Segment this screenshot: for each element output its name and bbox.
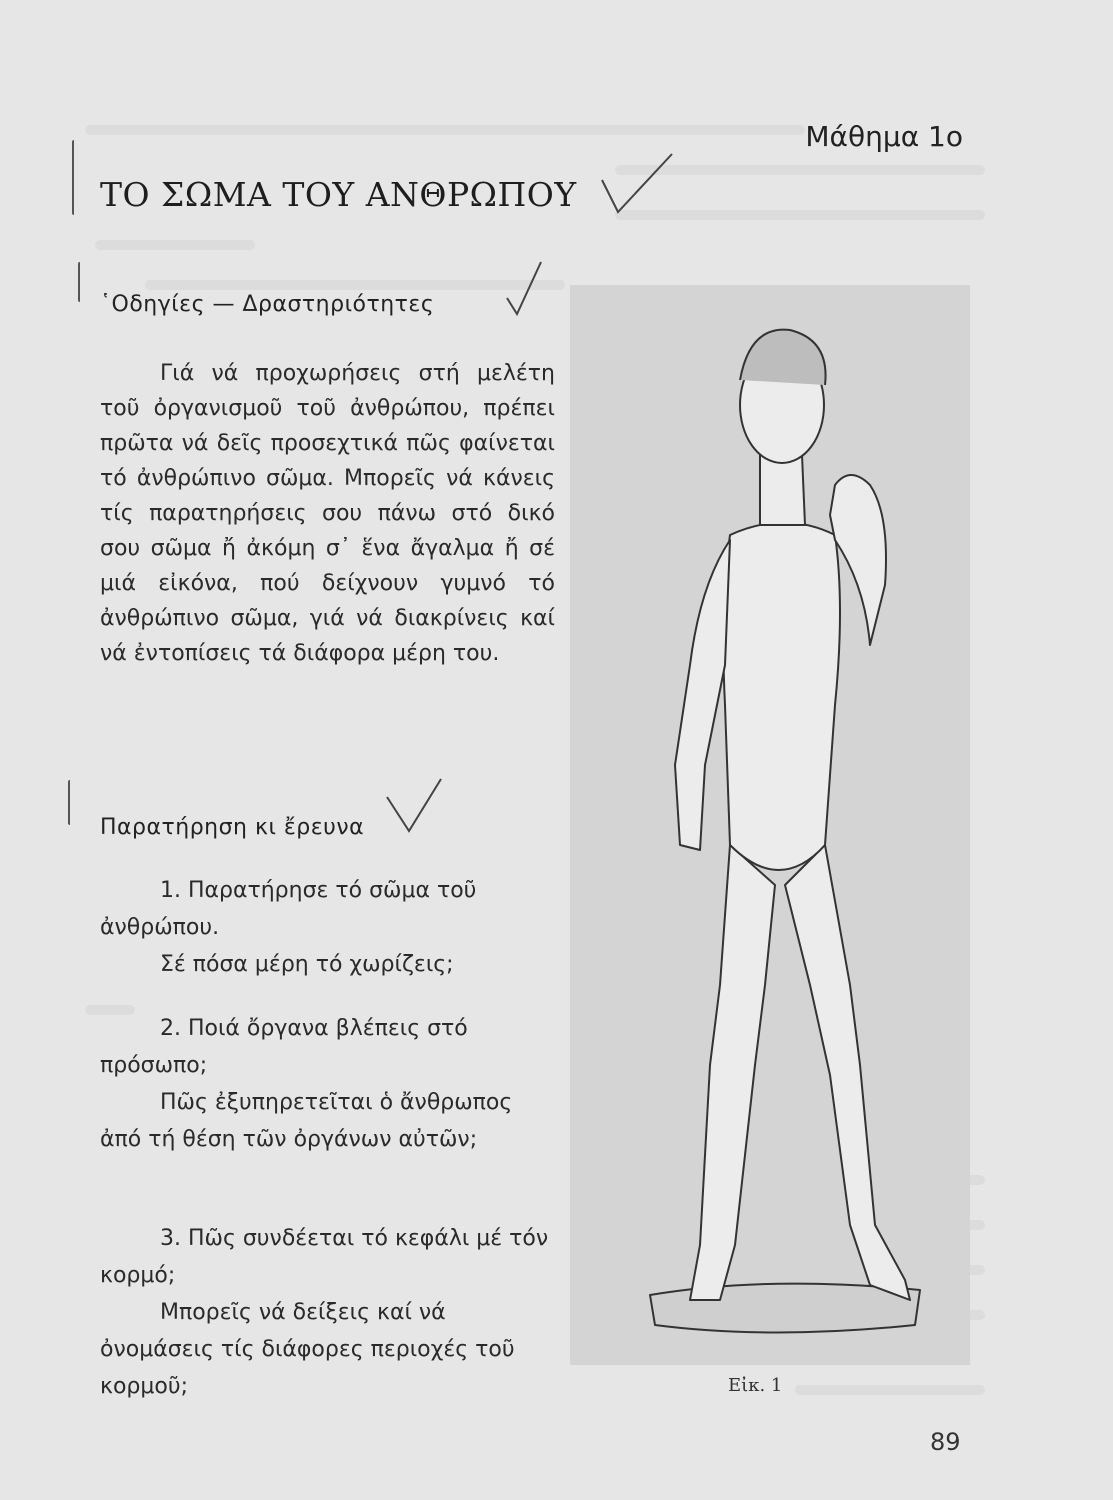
check-mark-icon xyxy=(600,150,680,220)
instructions-heading: ῾Οδηγίες — Δραστηριότητες xyxy=(100,292,435,317)
lesson-label: Μάθημα 1ο xyxy=(805,120,963,153)
margin-bracket xyxy=(72,140,74,215)
instructions-text: Γιά νά προχωρήσεις στή μελέτη τοῦ ὀργανισμοῦ τοῦ ἀνθρώπου, πρέπει πρῶτα νά δεῖς προσεχτικά πῶς φαίνεται τό ἀνθρώπινο σῶμα. Μπορεῖς νά κάνεις τίς παρατηρήσεις σου πάνω στό δικό σου σῶμα ἤ ἀκόμη σ᾽ ἕνα ἄγαλμα ἤ σέ μιά εἰκόνα, πού δείχνουν γυμνό τό ἀνθρώπινο σῶμα, γιά νά διακρίνεις καί νά ἐντοπίσεις τά διάφορα μέρη του. xyxy=(100,361,555,666)
instructions-paragraph xyxy=(100,356,555,671)
observation-heading: Παρατήρηση κι ἔρευνα xyxy=(100,815,365,840)
question-text: 3. Πῶς συνδέεται τό κεφάλι μέ τόν κορμό; xyxy=(100,1226,549,1288)
statue-illustration xyxy=(570,285,970,1365)
margin-bracket xyxy=(78,262,80,302)
question-text: 2. Ποιά ὄργανα βλέπεις στό πρόσωπο; xyxy=(100,1016,468,1078)
check-mark-icon xyxy=(385,775,445,835)
question-3 xyxy=(100,1220,555,1405)
question-1 xyxy=(100,872,555,983)
check-mark-icon xyxy=(505,258,545,318)
margin-bracket xyxy=(68,780,70,825)
page-number: 89 xyxy=(930,1428,961,1456)
question-2 xyxy=(100,1010,555,1158)
figure-caption: Εἰκ. 1 xyxy=(728,1375,783,1396)
question-followup: Μπορεῖς νά δείξεις καί νά ὀνομάσεις τίς διάφορες περιοχές τοῦ κορμοῦ; xyxy=(100,1300,515,1399)
question-text: 1. Παρατήρησε τό σῶμα τοῦ ἀνθρώπου. xyxy=(100,878,477,940)
question-followup: Σέ πόσα μέρη τό χωρίζεις; xyxy=(160,952,454,977)
page-title: ΤΟ ΣΩΜΑ ΤΟΥ ΑΝΘΡΩΠΟΥ xyxy=(100,175,577,214)
question-followup: Πῶς ἐξυπηρετεῖται ὁ ἄνθρωπος ἀπό τή θέση τῶν ὀργάνων αὐτῶν; xyxy=(100,1090,513,1152)
